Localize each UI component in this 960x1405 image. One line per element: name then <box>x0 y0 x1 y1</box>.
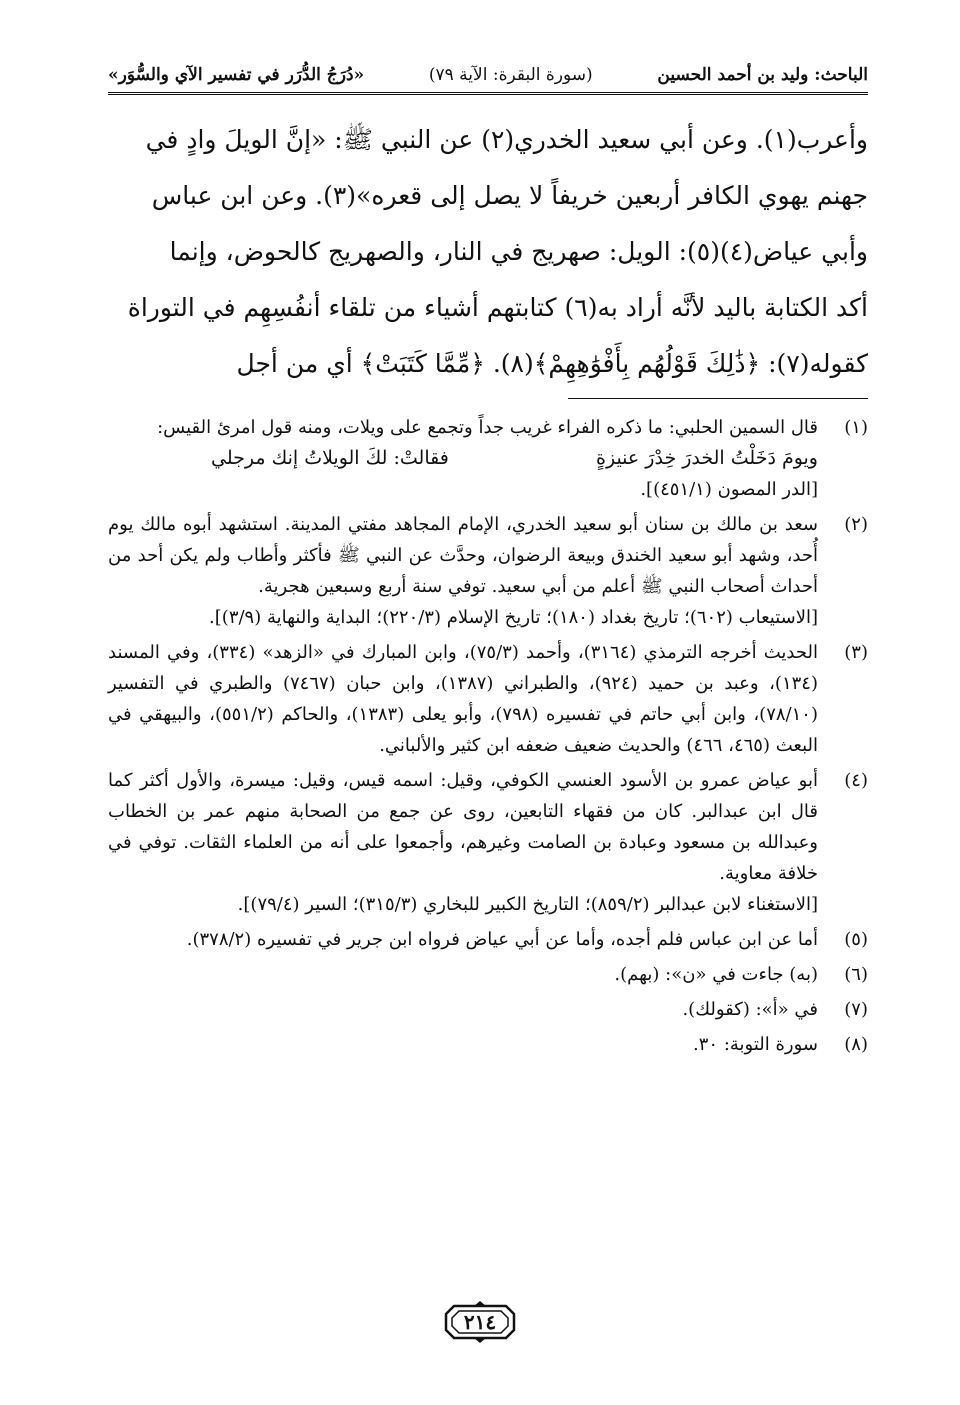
page-number: ٢١٤ <box>463 1310 497 1334</box>
footnote-number: (٦) <box>844 964 868 985</box>
running-header <box>108 60 868 90</box>
footnote-reference: [الاستغناء لابن عبدالبر (٨٥٩/٢)؛ التاريخ الكبير للبخاري (٣١٥/٣)؛ السير (٧٩/٤)]. <box>237 894 818 915</box>
main-text <box>108 112 868 392</box>
footnote <box>108 994 868 1025</box>
footnote-text: قال السمين الحلبي: ما ذكره الفراء غريب جداً وتجمع على ويلات، ومنه قول امرئ القيس: <box>157 417 818 438</box>
footnote-text: سعد بن مالك بن سنان أبو سعيد الخدري، الإمام المجاهد مفتي المدينة. استشهد أبوه مالك يوم أُحد، وشهد أبو سعيد الخندق وبيعة الرضوان، وحدَّث عن النبي ﷺ فأكثر وأطاب ولم يكن أحد من أحداث أصحاب النبي ﷺ أعلم من أبي سعيد. توفي سنة أربع وسبعين هجرية. <box>108 514 818 597</box>
footnote-text: في «أ»: (كقولك). <box>682 999 818 1020</box>
main-line: أكد الكتابة باليد لأنَّه أراد به(٦) كتابتهم أشياء من تلقاء أنفُسِهِم في التوراة <box>127 293 868 322</box>
footnote <box>108 509 868 633</box>
main-line: وأبي عياض(٤)(٥): الويل: صهريج في النار، والصهريج كالحوض، وإنما <box>169 237 868 266</box>
footnote-number: (٣) <box>844 642 868 663</box>
page-number-ornament <box>440 1300 520 1344</box>
footnote-number: (١) <box>844 417 868 438</box>
main-line: جهنم يهوي الكافر أربعين خريفاً لا يصل إلى قعره»(٣). وعن ابن عباس <box>151 181 868 210</box>
header-rule <box>108 92 868 98</box>
footnotes <box>108 412 868 1064</box>
header-sura: (سورة البقرة: الآية ٧٩) <box>428 65 593 85</box>
poem-hemistich: ويومَ دَخَلْتُ الخدرَ خِدْرَ عنيزةٍ <box>596 447 818 469</box>
footnote <box>108 412 868 505</box>
footnote-text: (به) جاءت في «ن»: (بهم). <box>614 964 818 985</box>
poem-verse <box>108 443 818 474</box>
footnote <box>108 765 868 920</box>
footnote-reference: [الدر المصون (٤٥١/١)]. <box>640 479 818 500</box>
footnote <box>108 637 868 761</box>
footnote-number: (٤) <box>844 770 868 791</box>
footnote <box>108 924 868 955</box>
footnote-number: (٨) <box>844 1034 868 1055</box>
poem-hemistich: فقالتْ: لكَ الويلاتُ إنك مرجلي <box>211 447 449 469</box>
footnote <box>108 1029 868 1060</box>
footnote-text: الحديث أخرجه الترمذي (٣١٦٤)، وأحمد (٧٥/٣)، وابن المبارك في «الزهد» (٣٣٤)، وفي المسند (١٣٤)، وعبد بن حميد (٩٢٤)، والطبراني (١٣٨٧)، وابن حبان (٧٤٦٧) والطبري في التفسير (٧٨/١٠)، وابن أبي حاتم في تفسيره (٧٩٨)، وأبو يعلى (١٣٨٣)، والحاكم (٥٥١/٢)، والبيهقي في البعث (٤٦٥، ٤٦٦) والحديث ضعيف ضعفه ابن كثير والألباني. <box>108 642 819 756</box>
footnote <box>108 959 868 990</box>
footnote-text: سورة التوبة: ٣٠. <box>693 1034 818 1055</box>
footnote-reference: [الاستيعاب (٦٠٢)؛ تاريخ بغداد (١٨٠)؛ تاريخ الإسلام (٢٢٠/٣)؛ البداية والنهاية (٣/٩)]. <box>209 607 818 628</box>
footnote-text: أما عن ابن عباس فلم أجده، وأما عن أبي عياض فرواه ابن جرير في تفسيره (٣٧٨/٢). <box>186 929 818 950</box>
footnote-number: (٢) <box>844 514 868 535</box>
footnote-text: أبو عياض عمرو بن الأسود العنسي الكوفي، وقيل: اسمه قيس، وقيل: ميسرة، والأول أكثر كما قال ابن عبدالبر. كان من فقهاء التابعين، روى عن جمع من الصحابة منهم عمر بن الخطاب وعبدالله بن مسعود وعبادة بن الصامت وغيرهم، وأجمعوا على أنه من العلماء الثقات. توفي في خلافة معاوية. <box>108 770 818 884</box>
main-line: كقوله(٧): ﴿ذَٰلِكَ قَوْلُهُم بِأَفْوَٰهِهِمْ﴾(٨). ﴿مِّمَّا كَتَبَتْ﴾ أي من أجل <box>236 349 868 378</box>
main-line: وأعرب(١). وعن أبي سعيد الخدري(٢) عن النبي ﷺ: «إنَّ الويلَ وادٍ في <box>145 125 868 154</box>
footnote-number: (٧) <box>844 999 868 1020</box>
footnote-separator <box>568 398 868 399</box>
header-book-title: «دُرَجُ الدُّرَر في تفسير الآي والسُّوَر» <box>108 65 365 85</box>
header-author: الباحث: وليد بن أحمد الحسين <box>657 65 868 85</box>
footnote-number: (٥) <box>844 929 868 950</box>
